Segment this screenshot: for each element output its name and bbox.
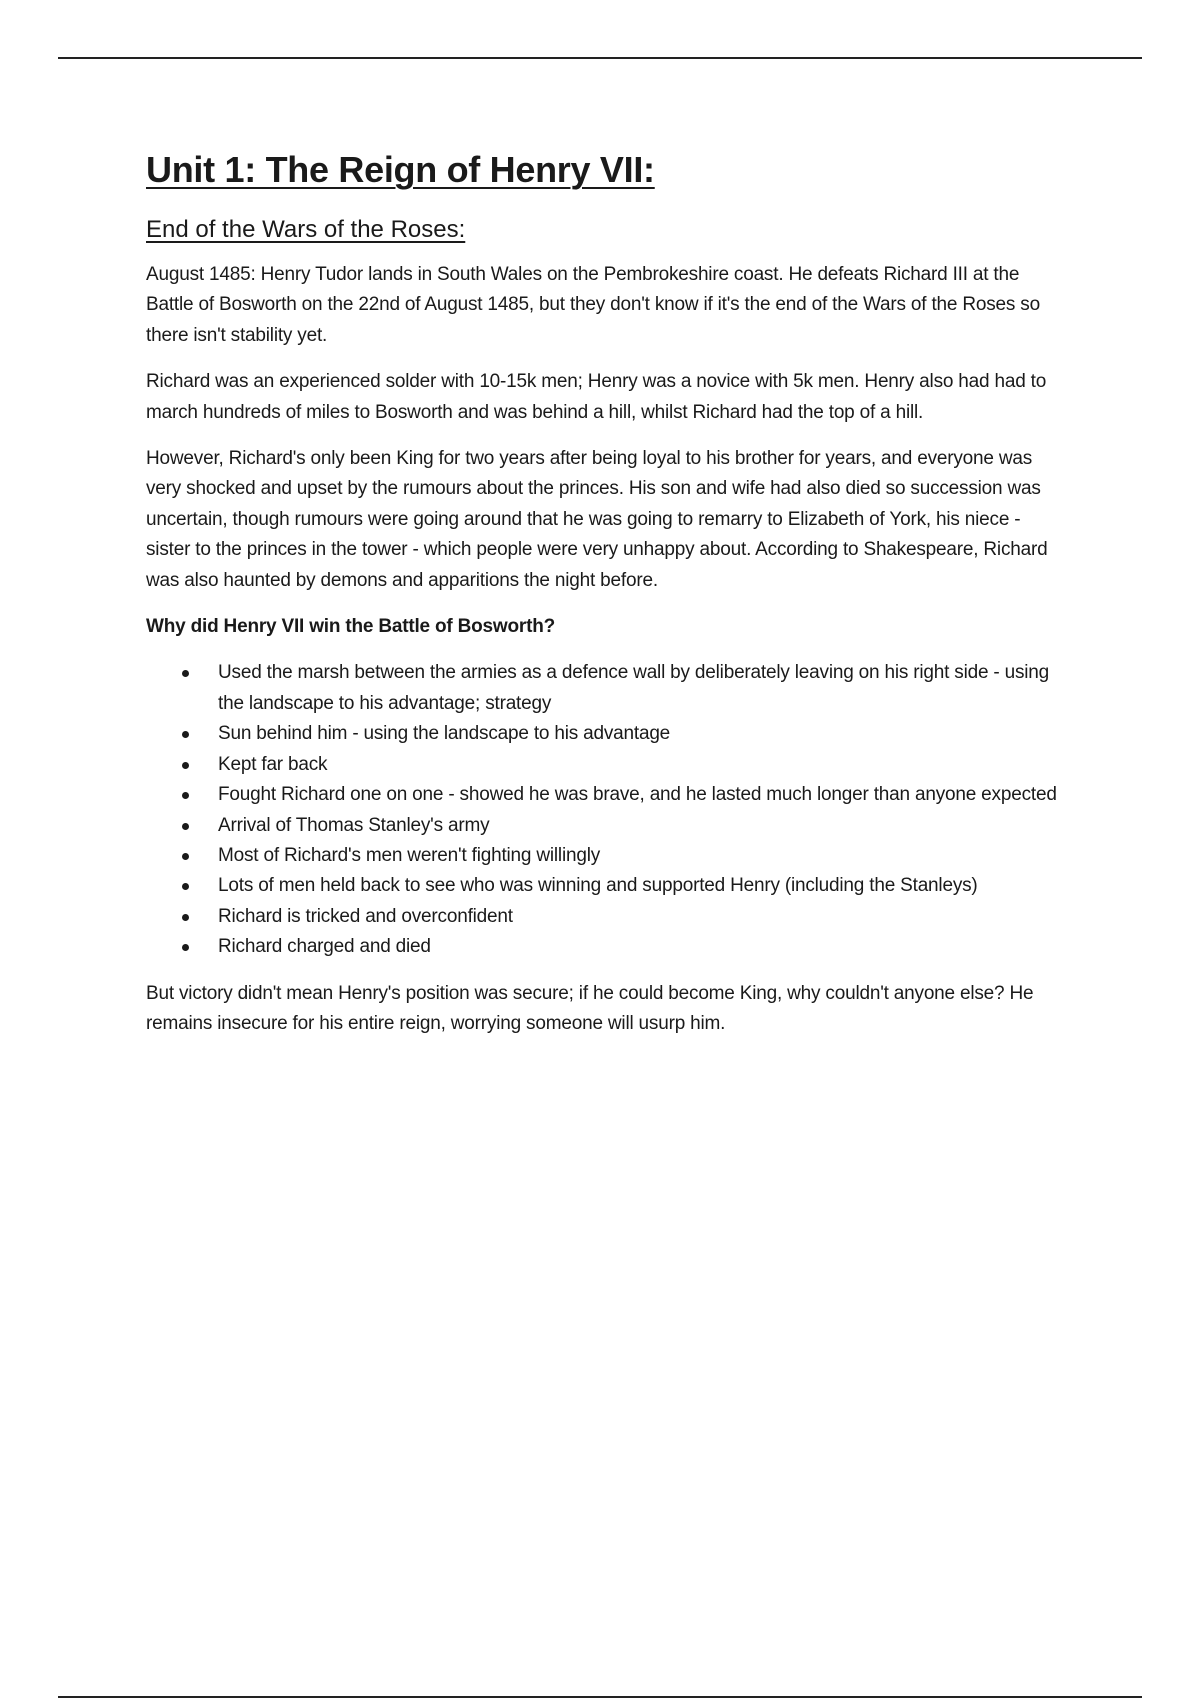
- bullet-icon: [182, 762, 189, 769]
- bullet-icon: [182, 853, 189, 860]
- section-heading: End of the Wars of the Roses:: [146, 216, 466, 243]
- list-item-text: Most of Richard's men weren't fighting willingly: [218, 844, 601, 866]
- list-item-text: Arrival of Thomas Stanley's army: [218, 814, 490, 836]
- paragraph-conclusion: But victory didn't mean Henry's position was secure; if he could become King, why couldn't anyone else? He remains insecure for his entire reign, worrying someone will usurp him.: [146, 982, 1034, 1034]
- list-item-text: Used the marsh between the armies as a defence wall by deliberately leaving on his right side - using the landscape to his advantage; strategy: [218, 662, 1050, 714]
- document-body: [146, 148, 1061, 1055]
- reasons-list: [146, 658, 1061, 962]
- paragraph-armies: Richard was an experienced solder with 10-15k men; Henry was a novice with 5k men. Henry also had had to march hundreds of miles to Bosworth and was behind a hill, whilst Richard had the top of a hill.: [146, 371, 1047, 423]
- list-item: [146, 841, 1061, 871]
- question-heading: Why did Henry VII win the Battle of Bosworth?: [146, 616, 556, 638]
- list-item-text: Lots of men held back to see who was winning and supported Henry (including the Stanleys): [218, 875, 978, 897]
- paragraph-landing: August 1485: Henry Tudor lands in South Wales on the Pembrokeshire coast. He defeats Richard III at the Battle of Bosworth on the 22nd of August 1485, but they don't know if it's the end of the Wars of the Roses so there isn't stability yet.: [146, 264, 1040, 346]
- bullet-icon: [182, 883, 189, 890]
- list-item: [146, 902, 1061, 932]
- list-item: [146, 932, 1061, 962]
- list-item-text: Kept far back: [218, 753, 328, 775]
- page-title: Unit 1: The Reign of Henry VII:: [146, 149, 655, 190]
- list-item-text: Richard is tricked and overconfident: [218, 905, 513, 927]
- list-item: [146, 780, 1061, 810]
- bottom-rule: [58, 1696, 1142, 1698]
- list-item: [146, 871, 1061, 901]
- bullet-icon: [182, 944, 189, 951]
- bullet-icon: [182, 792, 189, 799]
- list-item: [146, 750, 1061, 780]
- top-rule: [58, 57, 1142, 59]
- bullet-icon: [182, 823, 189, 830]
- bullet-icon: [182, 670, 189, 677]
- list-item: [146, 719, 1061, 749]
- list-item: [146, 658, 1061, 719]
- bullet-icon: [182, 914, 189, 921]
- list-item: [146, 811, 1061, 841]
- paragraph-richard: However, Richard's only been King for two years after being loyal to his brother for years, and everyone was very shocked and upset by the rumours about the princes. His son and wife had also died so succession was uncertain, though rumours were going around that he was going to remarry to Elizabeth of York, his niece - sister to the princes in the tower - which people were very unhappy about. According to Shakespeare, Richard was also haunted by demons and apparitions the night before.: [146, 448, 1048, 591]
- list-item-text: Fought Richard one on one - showed he was brave, and he lasted much longer than anyone expected: [218, 784, 1057, 806]
- list-item-text: Sun behind him - using the landscape to his advantage: [218, 723, 671, 745]
- list-item-text: Richard charged and died: [218, 936, 431, 958]
- bullet-icon: [182, 731, 189, 738]
